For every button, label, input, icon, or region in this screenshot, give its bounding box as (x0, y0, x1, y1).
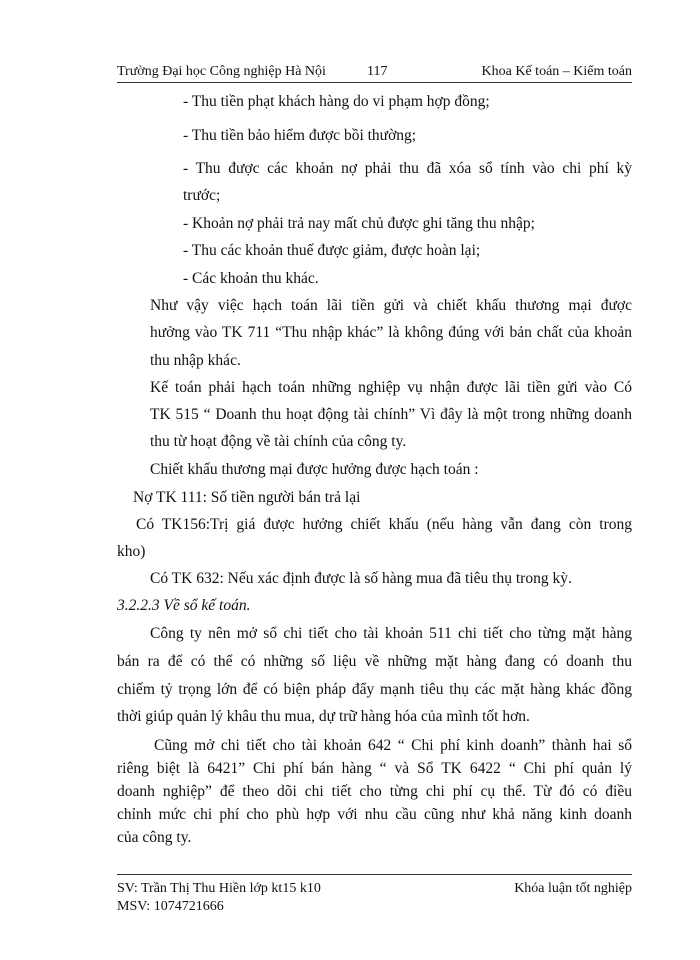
paragraph-line: bán ra để có thể có những số liệu về những mặt hàng đang có doanh thu (117, 653, 632, 670)
page-footer (117, 874, 632, 914)
header-school: Trường Đại học Công nghiệp Hà Nội (117, 64, 326, 79)
entry-credit: Có TK156:Trị giá được hưởng chiết khấu (nếu hàng vẫn đang còn trong (136, 516, 632, 533)
paragraph-line: của công ty. (117, 829, 192, 846)
paragraph-line: thời giúp quản lý khâu thu mua, dự trữ hàng hóa của mình tốt hơn. (117, 708, 530, 725)
paragraph-line: doanh nghiệp” để theo dõi chi tiết cho từng chi phí cụ thể. Từ đó có điều (117, 783, 632, 800)
page-number: 117 (367, 64, 388, 79)
paragraph-line: chỉnh mức chi phí cho phù hợp với nhu cầu cũng như khả năng kinh doanh (117, 806, 632, 823)
paragraph-line: thu từ hoạt động về tài chính của công ty. (150, 433, 407, 450)
paragraph-line: hưởng vào TK 711 “Thu nhập khác” là không đúng với bản chất của khoản (150, 324, 632, 341)
paragraph-line: Cũng mở chi tiết cho tài khoản 642 “ Chi phí kinh doanh” thành hai sổ (154, 737, 632, 754)
footer-thesis: Khóa luận tốt nghiệp (514, 881, 632, 896)
bullet-item: - Thu được các khoản nợ phải thu đã xóa sổ tính vào chi phí kỳ (183, 160, 632, 177)
page-header (117, 60, 632, 83)
paragraph-line: Công ty nên mở sổ chi tiết cho tài khoản 511 chi tiết cho từng mặt hàng (150, 625, 632, 642)
bullet-item: - Thu tiền bảo hiểm được bồi thường; (183, 127, 417, 144)
bullet-item: - Thu các khoản thuế được giảm, được hoàn lại; (183, 242, 481, 259)
paragraph-line: riêng biệt là 6421” Chi phí bán hàng “ và Sổ TK 6422 “ Chi phí quản lý (117, 760, 632, 777)
paragraph-line: Kế toán phải hạch toán những nghiệp vụ nhận được lãi tiền gửi vào Có (150, 379, 632, 396)
entry-credit-continued: kho) (117, 543, 146, 560)
entry-credit: Có TK 632: Nếu xác định được là số hàng mua đã tiêu thụ trong kỳ. (150, 570, 572, 587)
section-heading: 3.2.2.3 Về sổ kế toán. (117, 597, 251, 614)
entry-heading: Chiết khấu thương mại được hưởng được hạch toán : (150, 461, 479, 478)
header-faculty: Khoa Kế toán – Kiểm toán (481, 64, 632, 79)
entry-debit: Nợ TK 111: Số tiền người bán trả lại (133, 489, 361, 506)
paragraph-line: thu nhập khác. (150, 352, 241, 369)
bullet-item: - Khoản nợ phải trả nay mất chủ được ghi tăng thu nhập; (183, 215, 535, 232)
paragraph-line: chiếm tỷ trọng lớn để có biện pháp đẩy mạnh tiêu thụ các mặt hàng khác đồng (117, 681, 632, 698)
paragraph-line: Như vậy việc hạch toán lãi tiền gửi và chiết khấu thương mại được (150, 297, 632, 314)
footer-student: SV: Trần Thị Thu Hiền lớp kt15 k10 (117, 881, 321, 896)
bullet-item: - Các khoản thu khác. (183, 270, 319, 287)
bullet-item: - Thu tiền phạt khách hàng do vi phạm hợp đồng; (183, 93, 490, 110)
paragraph-line: TK 515 “ Doanh thu hoạt động tài chính” Vì đây là một trong những doanh (150, 406, 632, 423)
bullet-item-continued: trước; (183, 187, 221, 204)
footer-student-id: MSV: 1074721666 (117, 899, 224, 914)
